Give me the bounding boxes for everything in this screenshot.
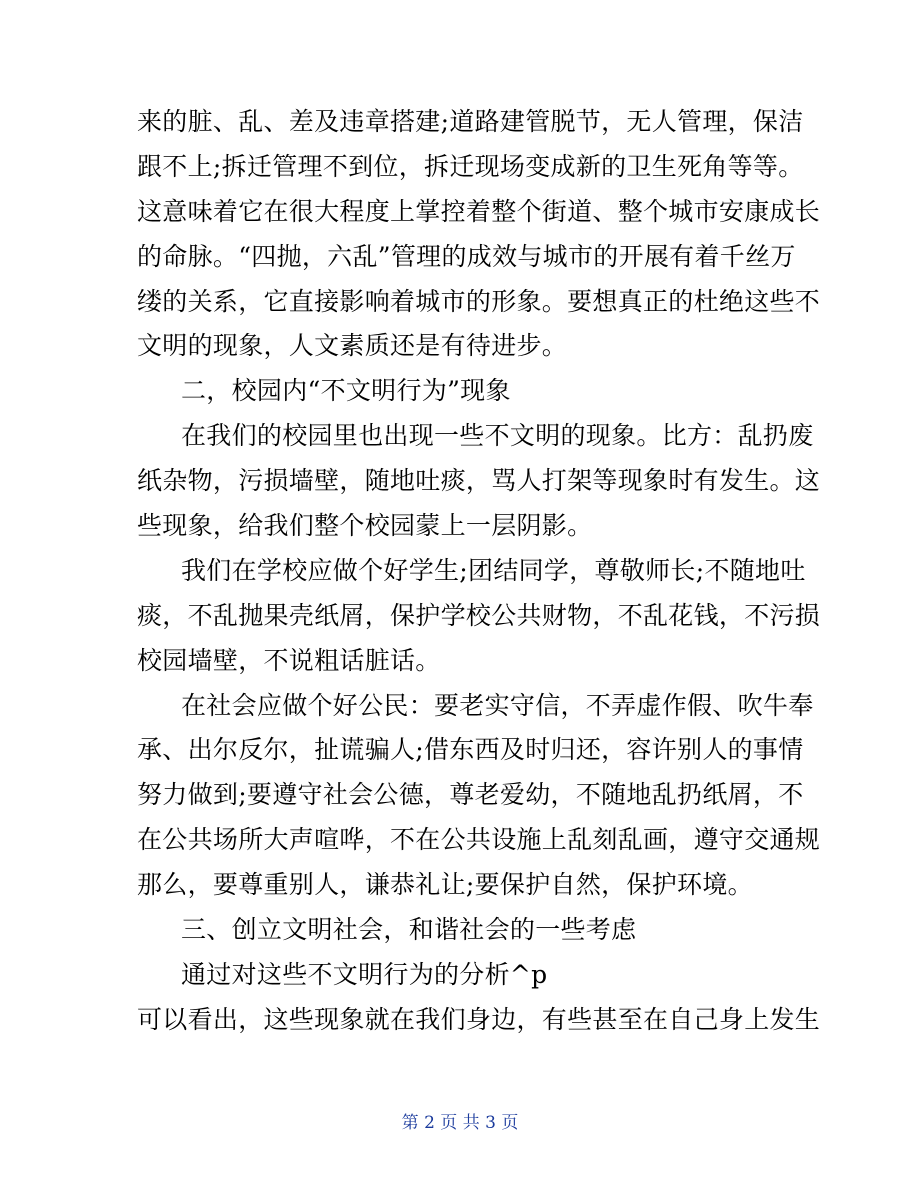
text-line: 的命脉。“四抛，六乱”管理的成效与城市的开展有着千丝万 xyxy=(137,241,796,271)
text-line: 缕的关系，它直接影响着城市的形象。要想真正的杜绝这些不 xyxy=(137,286,821,316)
text-line: 跟不上;拆迁管理不到位，拆迁现场变成新的卫生死角等等。 xyxy=(137,151,804,181)
text-line: 在公共场所大声喧哗，不在公共设施上乱刻乱画，遵守交通规 xyxy=(137,825,821,855)
text-line: 文明的现象，人文素质还是有待进步。 xyxy=(137,331,568,361)
text-line: 这意味着它在很大程度上掌控着整个街道、整个城市安康成长 xyxy=(137,196,821,226)
paragraph-start: 我们在学校应做个好学生;团结同学，尊敬师长;不随地吐 xyxy=(181,555,806,585)
text-line: 痰，不乱抛果壳纸屑，保护学校公共财物，不乱花钱，不污损 xyxy=(137,600,821,630)
text-line: 承、出尔反尔，扯谎骗人;借东西及时归还，容许别人的事情 xyxy=(137,735,804,765)
text-line: 纸杂物，污损墙壁，随地吐痰，骂人打架等现象时有发生。这 xyxy=(137,466,821,496)
text-line: 那么，要尊重别人，谦恭礼让;要保护自然，保护环境。 xyxy=(137,870,753,900)
text-line: 来的脏、乱、差及违章搭建;道路建管脱节，无人管理，保洁 xyxy=(137,107,804,136)
section-heading: 二，校园内“不文明行为”现象 xyxy=(181,376,511,406)
text-line: 可以看出，这些现象就在我们身边，有些甚至在自己身上发生 xyxy=(137,1004,821,1034)
paragraph-start: 在我们的校园里也出现一些不文明的现象。比方：乱扔废 xyxy=(181,421,814,451)
text-line: 校园墙壁，不说粗话脏话。 xyxy=(137,645,441,675)
document-body xyxy=(137,100,821,1043)
paragraph-start: 在社会应做个好公民：要老实守信，不弄虚作假、吹牛奉 xyxy=(181,690,814,720)
text-line: 努力做到;要遵守社会公德，尊老爱幼，不随地乱扔纸屑，不 xyxy=(137,780,804,810)
section-heading: 三、创立文明社会，和谐社会的一些考虑 xyxy=(181,915,637,945)
paragraph-start: 通过对这些不文明行为的分析^p xyxy=(181,959,548,989)
text-line: 些现象，给我们整个校园蒙上一层阴影。 xyxy=(137,511,593,541)
page-number-footer: 第 2 页 共 3 页 xyxy=(401,1113,519,1133)
